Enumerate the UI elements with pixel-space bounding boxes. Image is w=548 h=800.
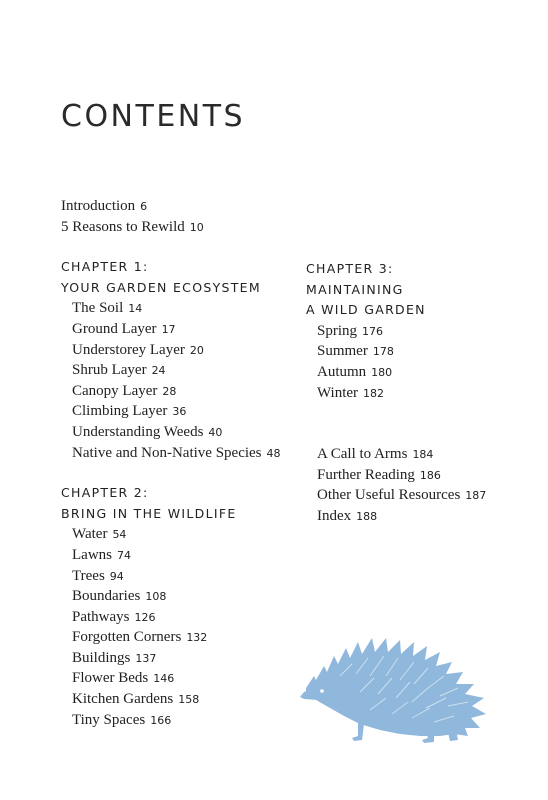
toc-entry-label: Tiny Spaces	[72, 711, 146, 728]
toc-page-number: 17	[161, 322, 176, 336]
chapter-3-title-line1: MAINTAINING	[306, 281, 404, 297]
toc-entry-label: The Soil	[72, 300, 124, 317]
toc-entry[interactable]	[61, 689, 301, 710]
chapter-1-number: CHAPTER 1:	[61, 259, 149, 275]
toc-entry-label: Lawns	[72, 546, 112, 563]
toc-entry-label: Other Useful Resources	[317, 487, 461, 504]
toc-entry-label: Forgotten Corners	[72, 629, 182, 646]
toc-page-number: 20	[189, 343, 204, 357]
toc-page-number: 24	[151, 364, 166, 378]
toc-entry-label: Climbing Layer	[72, 403, 168, 420]
toc-entry-label: Autumn	[317, 363, 367, 380]
toc-entry[interactable]	[61, 545, 301, 566]
toc-page-number: 40	[208, 425, 223, 439]
toc-page-number: 137	[135, 651, 157, 665]
toc-page-number: 176	[362, 324, 384, 338]
toc-page-number: 146	[153, 672, 175, 686]
toc-entry-label: Native and Non-Native Species	[72, 444, 262, 461]
toc-entry-label: Understorey Layer	[72, 341, 185, 358]
toc-page-number: 186	[419, 468, 441, 482]
toc-page-number: 187	[465, 489, 487, 503]
toc-entry[interactable]	[61, 196, 301, 217]
toc-page-number: 10	[189, 220, 204, 234]
toc-page-number: 48	[266, 446, 281, 460]
toc-entry[interactable]	[61, 340, 301, 361]
toc-entry[interactable]	[306, 485, 536, 506]
toc-entry[interactable]	[61, 627, 301, 648]
toc-entry[interactable]	[61, 360, 301, 381]
toc-entry-label: Canopy Layer	[72, 382, 158, 399]
toc-entry[interactable]	[306, 341, 536, 362]
toc-entry[interactable]	[61, 401, 301, 422]
toc-entry[interactable]	[306, 383, 536, 404]
toc-entry[interactable]	[61, 607, 301, 628]
toc-entry-label: Introduction	[61, 198, 136, 214]
chapter-2-title: BRING IN THE WILDLIFE	[61, 505, 237, 521]
toc-entry[interactable]	[306, 362, 536, 383]
toc-entry[interactable]	[61, 566, 301, 587]
hedgehog-icon	[300, 636, 490, 744]
toc-right-column	[306, 259, 536, 527]
toc-entry[interactable]	[306, 465, 536, 486]
toc-page-number: 188	[356, 509, 378, 523]
toc-page-number: 132	[186, 631, 208, 645]
toc-entry[interactable]	[61, 648, 301, 669]
toc-entry[interactable]	[61, 217, 301, 238]
toc-entry-label: Buildings	[72, 649, 131, 666]
toc-page-number: 108	[145, 590, 167, 604]
toc-entry[interactable]	[61, 710, 301, 731]
toc-page-number: 182	[363, 386, 385, 400]
toc-entry[interactable]	[61, 524, 301, 545]
toc-entry-label: Trees	[72, 567, 105, 584]
toc-entry-label: Winter	[317, 384, 359, 401]
toc-entry[interactable]	[61, 422, 301, 443]
chapter-1-title: YOUR GARDEN ECOSYSTEM	[61, 279, 261, 295]
toc-page-number: 28	[162, 384, 177, 398]
toc-left-column	[61, 196, 301, 730]
toc-entry[interactable]	[306, 444, 536, 465]
toc-entry[interactable]	[61, 319, 301, 340]
toc-entry-label: Further Reading	[317, 466, 415, 483]
toc-page-number: 94	[109, 569, 124, 583]
chapter-3-number: CHAPTER 3:	[306, 261, 394, 276]
toc-page-number: 14	[128, 302, 143, 316]
toc-page-number: 184	[412, 448, 434, 462]
toc-page-number: 178	[372, 345, 394, 359]
toc-entry-label: Spring	[317, 322, 358, 339]
toc-entry-label: Flower Beds	[72, 670, 149, 687]
toc-entry-label: Kitchen Gardens	[72, 691, 174, 708]
toc-entry[interactable]	[306, 506, 536, 527]
page-title: CONTENTS	[61, 99, 246, 134]
toc-entry-label: Summer	[317, 343, 368, 360]
toc-entry-label: Understanding Weeds	[72, 423, 204, 440]
toc-entry-label: Shrub Layer	[72, 362, 147, 379]
toc-page-number: 54	[112, 528, 127, 542]
toc-page-number: 6	[140, 200, 148, 213]
toc-entry-label: Ground Layer	[72, 320, 157, 337]
toc-entry-label: 5 Reasons to Rewild	[61, 218, 185, 235]
toc-entry[interactable]	[61, 586, 301, 607]
toc-entry[interactable]	[61, 443, 301, 464]
toc-entry-label: Water	[72, 526, 108, 543]
toc-entry[interactable]	[61, 668, 301, 689]
toc-page-number: 126	[134, 610, 156, 624]
toc-page-number: 158	[178, 693, 200, 707]
toc-entry-label: Index	[317, 507, 352, 524]
toc-entry-label: Pathways	[72, 608, 130, 625]
chapter-3-title-line2: A WILD GARDEN	[306, 302, 426, 318]
toc-entry-label: A Call to Arms	[317, 446, 408, 463]
toc-page-number: 36	[172, 405, 187, 419]
chapter-2-number: CHAPTER 2:	[61, 485, 149, 501]
toc-entry-label: Boundaries	[72, 588, 141, 605]
toc-entry[interactable]	[306, 321, 536, 342]
toc-page-number: 180	[371, 365, 393, 379]
toc-page-number: 74	[117, 548, 131, 562]
toc-page-number: 166	[150, 713, 172, 727]
toc-entry[interactable]	[61, 298, 301, 319]
toc-entry[interactable]	[61, 381, 301, 402]
